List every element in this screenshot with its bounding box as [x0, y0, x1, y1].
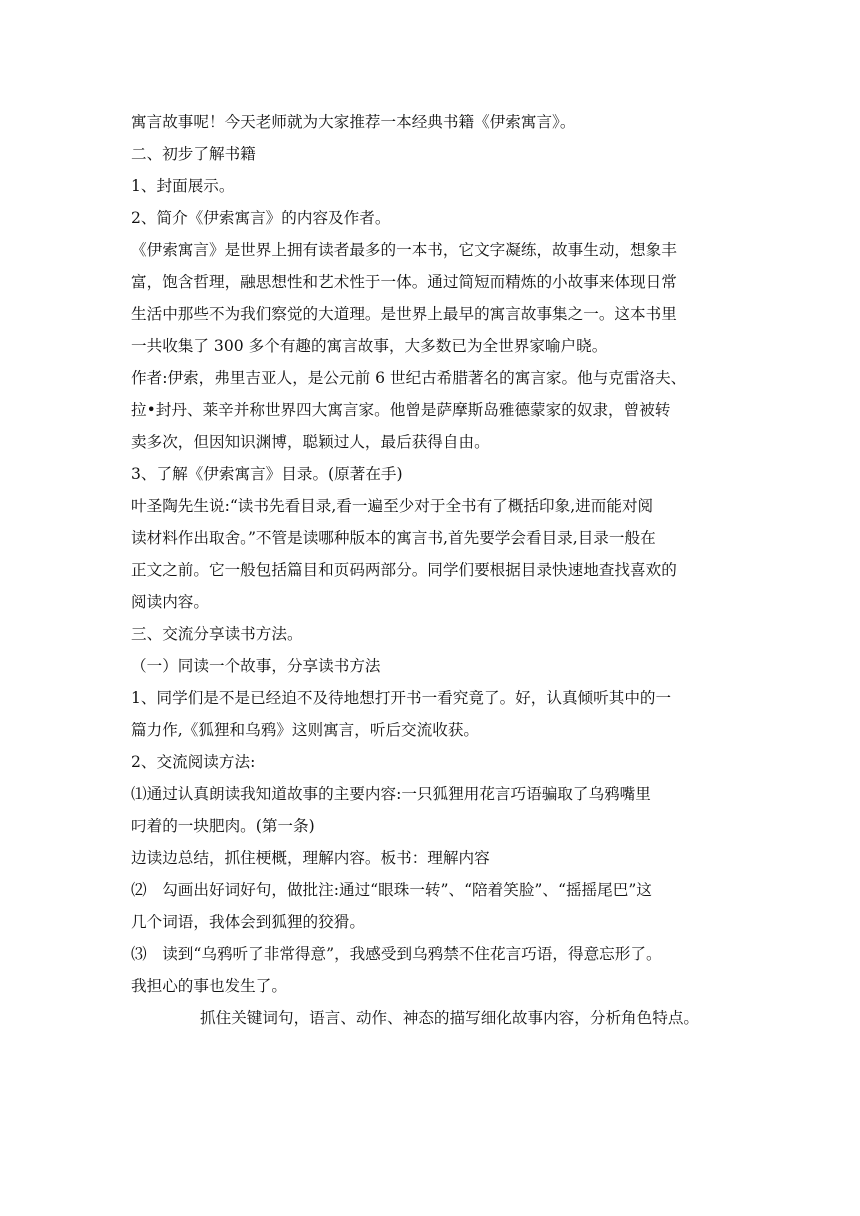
section-heading: 三、交流分享读书方法。 — [131, 625, 303, 643]
text-line: 篇力作,《狐狸和乌鸦》这则寓言，听后交流收获。 — [131, 721, 480, 739]
indented-summary-line: 抓住关键词句，语言、动作、神态的描写细化故事内容，分析角色特点。 — [200, 1009, 700, 1027]
text-line: 寓言故事呢！今天老师就为大家推荐一本经典书籍《伊索寓言》。 — [131, 113, 576, 131]
document-body — [131, 106, 737, 1034]
text-line: 一共收集了 300 多个有趣的寓言故事，大多数已为全世界家喻户晓。 — [131, 337, 608, 355]
text-line: 拉•封丹、莱辛并称世界四大寓言家。他曾是萨摩斯岛雅德蒙家的奴隶，曾被转 — [131, 401, 671, 419]
text-line: 富，饱含哲理，融思想性和艺术性于一体。通过简短而精炼的小故事来体现日常 — [131, 273, 677, 291]
text-line: 边读边总结，抓住梗概，理解内容。板书：理解内容 — [131, 849, 490, 867]
text-line: 叶圣陶先生说:“读书先看目录,看一遍至少对于全书有了概括印象,进而能对阅 — [131, 497, 654, 515]
text-line: 我担心的事也发生了。 — [131, 977, 287, 995]
text-line: 卖多次，但因知识渊博，聪颖过人，最后获得自由。 — [131, 433, 490, 451]
text-line: 生活中那些不为我们察觉的大道理。是世界上最早的寓言故事集之一。这本书里 — [131, 305, 677, 323]
section-heading: 二、初步了解书籍 — [131, 145, 256, 163]
list-item: 1、封面展示。 — [131, 177, 235, 195]
list-item: 2、简介《伊索寓言》的内容及作者。 — [131, 209, 391, 227]
list-item: ⑵ 勾画出好词好句，做批注:通过“眼珠一转”、“陪着笑脸”、“摇摇尾巴”这 — [131, 881, 652, 899]
list-item: ⑶ 读到“乌鸦听了非常得意”，我感受到乌鸦禁不住花言巧语，得意忘形了。 — [131, 945, 662, 963]
text-line: 几个词语，我体会到狐狸的狡猾。 — [131, 913, 365, 931]
subsection-heading: （一）同读一个故事，分享读书方法 — [131, 657, 381, 675]
list-item: 3、了解《伊索寓言》目录。(原著在手) — [131, 465, 403, 483]
text-line: 叼着的一块肥肉。(第一条) — [131, 817, 315, 835]
text-line: 读材料作出取舍。”不管是读哪种版本的寓言书,首先要学会看目录,目录一般在 — [131, 529, 656, 547]
text-line: 正文之前。它一般包括篇目和页码两部分。同学们要根据目录快速地查找喜欢的 — [131, 561, 677, 579]
list-item: 1、同学们是不是已经迫不及待地想打开书一看究竟了。好，认真倾听其中的一 — [131, 689, 672, 707]
list-item: 2、交流阅读方法: — [131, 753, 256, 771]
text-line: 作者:伊索，弗里吉亚人，是公元前 6 世纪古希腊著名的寓言家。他与克雷洛夫、 — [131, 369, 687, 387]
text-line: 阅读内容。 — [131, 593, 209, 611]
text-line: 《伊索寓言》是世界上拥有读者最多的一本书，它文字凝练，故事生动，想象丰 — [131, 241, 677, 259]
list-item: ⑴通过认真朗读我知道故事的主要内容:一只狐狸用花言巧语骗取了乌鸦嘴里 — [131, 785, 651, 803]
